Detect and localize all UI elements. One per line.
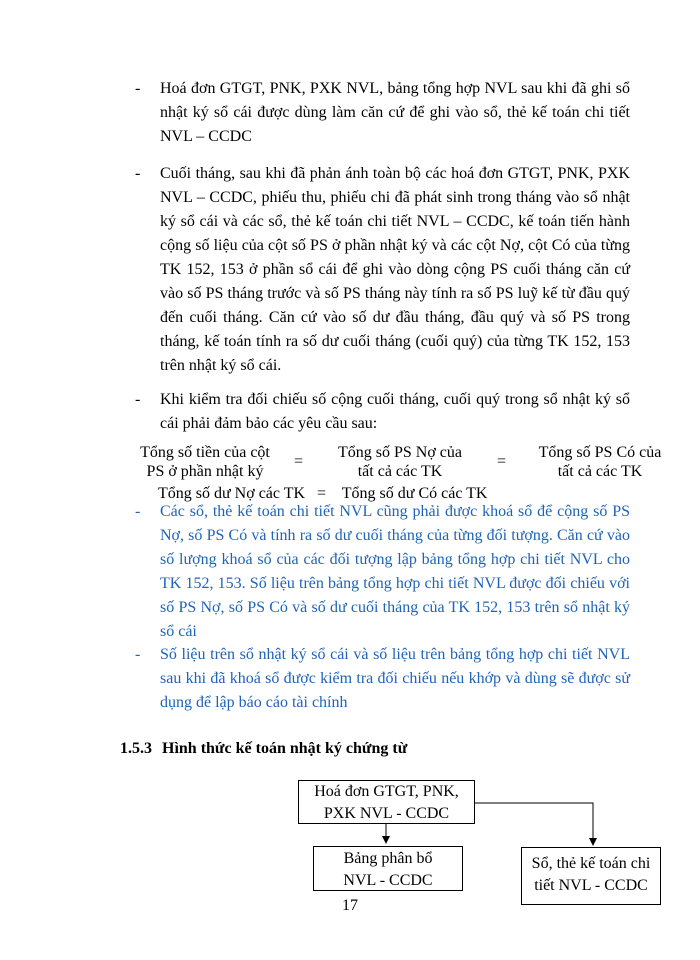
box-line: PXK NVL - CCDC [323,805,450,822]
box-line: Sổ, thẻ kế toán chi [531,855,651,872]
section-number: 1.5.3 [120,740,152,757]
equals-sign: = [294,453,304,470]
bullet-text: Khi kiểm tra đối chiếu số cộng cuối tháng, cuối quý trong sổ nhật ký sổ cái phải đảm bảo các yêu cầu sau: [160,391,630,432]
bullet-text: Hoá đơn GTGT, PNK, PXK NVL, bảng tổng hợp NVL sau khi đã ghi sổ nhật ký sổ cái được dùng làm căn cứ để ghi vào sổ, thẻ kế toán chi tiết NVL – CCDC [160,80,630,145]
bullet-dash: - [135,165,141,182]
page-number: 17 [342,897,358,914]
formula-right-line1: Tổng số PS Có của [538,444,662,461]
formula-row2: Tổng số dư Nợ các TK = Tổng số dư Có các TK [158,485,488,502]
box-line: Bảng phân bổ [343,850,433,867]
formula-left-line2: PS ở phần nhật ký [146,463,264,480]
box-line: Hoá đơn GTGT, PNK, [314,783,459,800]
bullet-dash: - [135,80,141,97]
bullet-text: Số liệu trên sổ nhật ký sổ cái và số liệu trên bảng tổng hợp chi tiết NVL sau khi đã khoá sổ được kiểm tra đối chiếu nếu khớp và dùng sẽ được sử dụng để lập báo cáo tài chính [160,646,630,711]
equals-sign: = [497,453,507,470]
box-line: NVL - CCDC [343,872,433,889]
bullet-text: Các sổ, thẻ kế toán chi tiết NVL cũng phải được khoá sổ để cộng số PS Nợ, số PS Có và tính ra số dư cuối tháng của từng đối tượng. Căn cứ vào số lượng khoá sổ của các đối tượng lập bảng tổng hợp chi tiết NVL cho TK 152, 153. Số liệu trên bảng tổng hợp chi tiết NVL được đối chiếu với số PS Nợ, số PS Có và số dư cuối tháng của TK 152, 153 trên sổ nhật ký sổ cái [160,503,630,640]
bullet-text: Cuối tháng, sau khi đã phản ánh toàn bộ các hoá đơn GTGT, PNK, PXK NVL – CCDC, phiếu thu, phiếu chi đã phát sinh trong tháng vào sổ nhật ký sổ cái và các sổ, thẻ kế toán chi tiết NVL – CCDC, kế toán tiến hành cộng số liệu của cột số PS ở phần nhật ký và các cột Nợ, cột Có của từng TK 152, 153 ở phần sổ cái để ghi vào dòng cộng PS cuối tháng căn cứ vào số PS tháng trước và số PS tháng này tính ra số PS luỹ kế từ đầu quý đến cuối tháng. Căn cứ vào số dư đầu tháng, đầu quý và số PS trong tháng, kế toán tính ra số dư cuối tháng (cuối quý) của từng TK 152, 153 trên nhật ký sổ cái. [160,165,630,374]
formula-middle-line2: tất cả các TK [357,463,443,480]
section-title: Hình thức kế toán nhật ký chứng từ [162,740,408,757]
arrow-to-right-box [475,803,593,845]
bullet-dash: - [135,646,141,663]
source-documents-box [298,780,475,824]
formula-middle-line1: Tổng số PS Nợ của [337,444,462,461]
formula-left-line1: Tổng số tiền của cột [140,444,270,461]
bullet-dash: - [135,391,141,408]
box-line: tiết NVL - CCDC [534,877,648,894]
allocation-table-box [313,846,463,891]
formula-right-line2: tất cả các TK [557,463,643,480]
bullet-dash: - [135,503,141,520]
